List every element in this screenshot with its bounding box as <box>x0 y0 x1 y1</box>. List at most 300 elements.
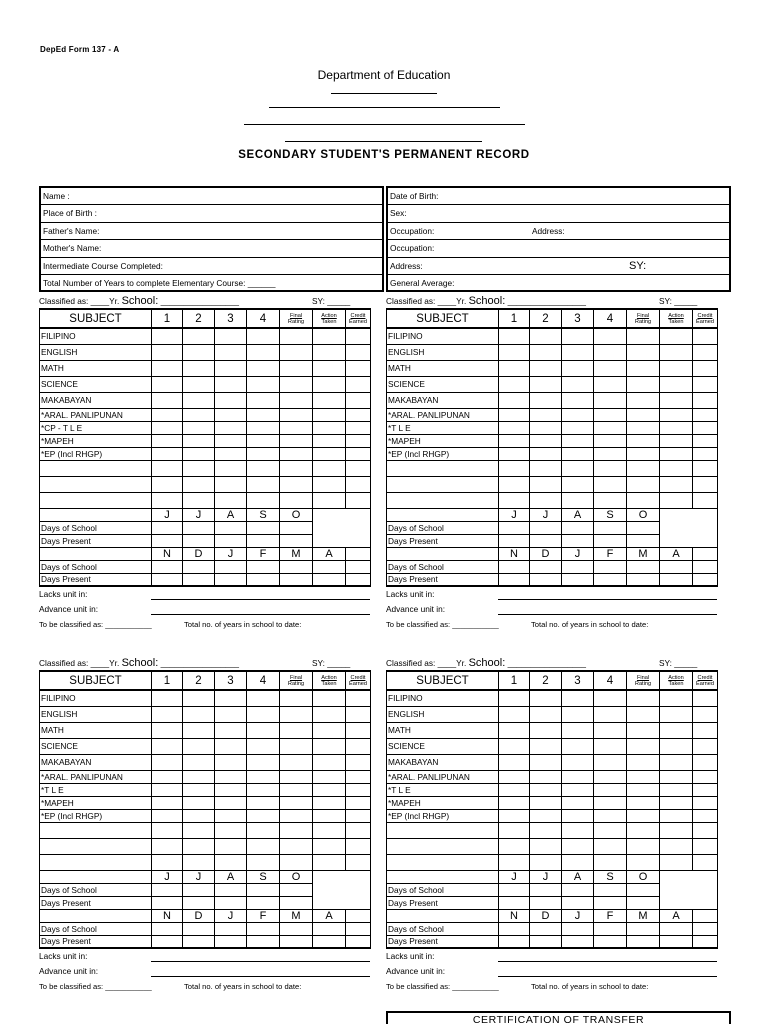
grade-cell[interactable] <box>627 770 660 783</box>
grade-cell[interactable] <box>693 376 718 392</box>
grade-cell[interactable] <box>346 690 371 706</box>
attendance-cell[interactable] <box>215 521 247 534</box>
grade-cell[interactable] <box>660 738 693 754</box>
attendance-cell[interactable] <box>346 560 371 573</box>
attendance-cell[interactable] <box>530 896 562 909</box>
attendance-cell[interactable] <box>627 883 660 896</box>
grade-cell[interactable] <box>693 722 718 738</box>
attendance-cell[interactable] <box>280 922 313 935</box>
attendance-cell[interactable] <box>499 896 530 909</box>
lacks-unit-fill-line[interactable] <box>151 961 370 962</box>
grade-cell[interactable] <box>215 376 247 392</box>
grade-cell[interactable] <box>594 854 627 870</box>
grade-cell[interactable] <box>215 854 247 870</box>
grade-cell[interactable] <box>247 796 280 809</box>
info-place-of-birth[interactable]: Place of Birth : <box>41 205 382 222</box>
subject-name-blank[interactable] <box>387 492 499 508</box>
attendance-cell[interactable] <box>346 922 371 935</box>
grade-cell[interactable] <box>594 738 627 754</box>
grade-cell[interactable] <box>215 809 247 822</box>
grade-cell[interactable] <box>627 722 660 738</box>
grade-cell[interactable] <box>499 854 530 870</box>
grade-cell[interactable] <box>693 854 718 870</box>
attendance-cell[interactable] <box>627 935 660 948</box>
grade-cell[interactable] <box>215 690 247 706</box>
attendance-cell[interactable] <box>152 560 183 573</box>
grade-cell[interactable] <box>183 434 215 447</box>
grade-cell[interactable] <box>183 492 215 508</box>
grade-cell[interactable] <box>693 706 718 722</box>
grade-cell[interactable] <box>594 447 627 460</box>
grade-cell[interactable] <box>660 770 693 783</box>
grade-cell[interactable] <box>152 754 183 770</box>
grade-cell[interactable] <box>346 738 371 754</box>
attendance-cell[interactable] <box>562 935 594 948</box>
grade-cell[interactable] <box>183 822 215 838</box>
grade-cell[interactable] <box>183 408 215 421</box>
attendance-cell[interactable] <box>215 534 247 547</box>
grade-cell[interactable] <box>183 392 215 408</box>
attendance-cell[interactable] <box>627 560 660 573</box>
grade-cell[interactable] <box>313 392 346 408</box>
grade-cell[interactable] <box>562 822 594 838</box>
attendance-cell[interactable] <box>499 521 530 534</box>
grade-cell[interactable] <box>562 392 594 408</box>
grade-cell[interactable] <box>660 854 693 870</box>
grade-cell[interactable] <box>183 421 215 434</box>
attendance-cell[interactable] <box>499 883 530 896</box>
grade-cell[interactable] <box>594 796 627 809</box>
grade-cell[interactable] <box>660 376 693 392</box>
grade-cell[interactable] <box>594 408 627 421</box>
grade-cell[interactable] <box>346 722 371 738</box>
subject-name-blank[interactable] <box>40 854 152 870</box>
grade-cell[interactable] <box>660 809 693 822</box>
grade-cell[interactable] <box>660 328 693 344</box>
attendance-cell[interactable] <box>313 560 346 573</box>
attendance-cell[interactable] <box>152 896 183 909</box>
grade-cell[interactable] <box>215 738 247 754</box>
grade-cell[interactable] <box>313 809 346 822</box>
grade-cell[interactable] <box>280 376 313 392</box>
grade-cell[interactable] <box>215 344 247 360</box>
grade-cell[interactable] <box>152 854 183 870</box>
attendance-cell[interactable] <box>183 935 215 948</box>
subject-name-blank[interactable] <box>387 838 499 854</box>
grade-cell[interactable] <box>693 809 718 822</box>
grade-cell[interactable] <box>530 328 562 344</box>
grade-cell[interactable] <box>660 344 693 360</box>
grade-cell[interactable] <box>313 344 346 360</box>
attendance-cell[interactable] <box>247 534 280 547</box>
grade-cell[interactable] <box>660 408 693 421</box>
grade-cell[interactable] <box>346 822 371 838</box>
grade-cell[interactable] <box>280 822 313 838</box>
grade-cell[interactable] <box>562 376 594 392</box>
attendance-cell[interactable] <box>530 935 562 948</box>
grade-cell[interactable] <box>627 447 660 460</box>
attendance-cell[interactable] <box>693 560 718 573</box>
subject-name-blank[interactable] <box>40 822 152 838</box>
grade-cell[interactable] <box>280 421 313 434</box>
grade-cell[interactable] <box>247 738 280 754</box>
grade-cell[interactable] <box>530 796 562 809</box>
grade-cell[interactable] <box>530 434 562 447</box>
info-father-occupation[interactable] <box>388 223 729 240</box>
grade-cell[interactable] <box>215 783 247 796</box>
attendance-cell[interactable] <box>215 560 247 573</box>
subject-name-blank[interactable] <box>387 854 499 870</box>
grade-cell[interactable] <box>627 476 660 492</box>
grade-cell[interactable] <box>152 690 183 706</box>
grade-cell[interactable] <box>660 796 693 809</box>
grade-cell[interactable] <box>346 809 371 822</box>
grade-cell[interactable] <box>152 706 183 722</box>
grade-cell[interactable] <box>660 360 693 376</box>
grade-cell[interactable] <box>247 476 280 492</box>
grade-cell[interactable] <box>152 421 183 434</box>
grade-cell[interactable] <box>499 822 530 838</box>
grade-cell[interactable] <box>693 434 718 447</box>
attendance-cell[interactable] <box>280 573 313 586</box>
grade-cell[interactable] <box>660 434 693 447</box>
grade-cell[interactable] <box>693 460 718 476</box>
grade-cell[interactable] <box>215 754 247 770</box>
grade-cell[interactable] <box>313 492 346 508</box>
grade-cell[interactable] <box>247 770 280 783</box>
grade-cell[interactable] <box>280 854 313 870</box>
grade-cell[interactable] <box>499 809 530 822</box>
grade-cell[interactable] <box>280 392 313 408</box>
grade-cell[interactable] <box>346 492 371 508</box>
grade-cell[interactable] <box>346 447 371 460</box>
grade-cell[interactable] <box>594 690 627 706</box>
grade-cell[interactable] <box>346 376 371 392</box>
grade-cell[interactable] <box>660 838 693 854</box>
grade-cell[interactable] <box>183 796 215 809</box>
grade-cell[interactable] <box>152 838 183 854</box>
grade-cell[interactable] <box>183 476 215 492</box>
attendance-cell[interactable] <box>530 534 562 547</box>
grade-cell[interactable] <box>346 344 371 360</box>
grade-cell[interactable] <box>530 421 562 434</box>
attendance-cell[interactable] <box>152 573 183 586</box>
grade-cell[interactable] <box>280 770 313 783</box>
grade-cell[interactable] <box>215 722 247 738</box>
info-father-name[interactable]: Father's Name: <box>41 223 382 240</box>
grade-cell[interactable] <box>313 421 346 434</box>
grade-cell[interactable] <box>499 460 530 476</box>
grade-cell[interactable] <box>562 408 594 421</box>
grade-cell[interactable] <box>499 447 530 460</box>
attendance-cell[interactable] <box>313 935 346 948</box>
attendance-cell[interactable] <box>152 883 183 896</box>
grade-cell[interactable] <box>215 796 247 809</box>
grade-cell[interactable] <box>247 421 280 434</box>
attendance-cell[interactable] <box>215 573 247 586</box>
info-date-of-birth[interactable]: Date of Birth: <box>388 188 729 205</box>
grade-cell[interactable] <box>530 360 562 376</box>
school-blank[interactable]: _________________ <box>160 658 240 668</box>
attendance-cell[interactable] <box>693 935 718 948</box>
attendance-cell[interactable] <box>247 573 280 586</box>
attendance-cell[interactable] <box>562 896 594 909</box>
grade-cell[interactable] <box>594 376 627 392</box>
grade-cell[interactable] <box>693 476 718 492</box>
grade-cell[interactable] <box>152 738 183 754</box>
grade-cell[interactable] <box>499 328 530 344</box>
grade-cell[interactable] <box>183 690 215 706</box>
attendance-cell[interactable] <box>152 521 183 534</box>
grade-cell[interactable] <box>499 344 530 360</box>
grade-cell[interactable] <box>313 476 346 492</box>
grade-cell[interactable] <box>499 408 530 421</box>
grade-cell[interactable] <box>280 344 313 360</box>
grade-cell[interactable] <box>660 460 693 476</box>
grade-cell[interactable] <box>247 328 280 344</box>
info-sex[interactable]: Sex: <box>388 205 729 222</box>
grade-cell[interactable] <box>627 738 660 754</box>
grade-cell[interactable] <box>499 796 530 809</box>
grade-cell[interactable] <box>693 822 718 838</box>
attendance-cell[interactable] <box>152 534 183 547</box>
grade-cell[interactable] <box>346 460 371 476</box>
attendance-cell[interactable] <box>183 534 215 547</box>
grade-cell[interactable] <box>183 344 215 360</box>
grade-cell[interactable] <box>152 328 183 344</box>
grade-cell[interactable] <box>594 770 627 783</box>
attendance-cell[interactable] <box>530 560 562 573</box>
attendance-cell[interactable] <box>594 883 627 896</box>
grade-cell[interactable] <box>499 376 530 392</box>
grade-cell[interactable] <box>530 492 562 508</box>
grade-cell[interactable] <box>247 838 280 854</box>
grade-cell[interactable] <box>183 754 215 770</box>
attendance-cell[interactable] <box>183 573 215 586</box>
grade-cell[interactable] <box>627 754 660 770</box>
grade-cell[interactable] <box>627 854 660 870</box>
attendance-cell[interactable] <box>627 573 660 586</box>
grade-cell[interactable] <box>280 783 313 796</box>
grade-cell[interactable] <box>215 408 247 421</box>
advance-unit-fill-line[interactable] <box>151 976 370 977</box>
grade-cell[interactable] <box>693 392 718 408</box>
attendance-cell[interactable] <box>280 560 313 573</box>
grade-cell[interactable] <box>215 447 247 460</box>
attendance-cell[interactable] <box>594 922 627 935</box>
attendance-cell[interactable] <box>280 521 313 534</box>
lacks-unit-fill-line[interactable] <box>498 961 717 962</box>
grade-cell[interactable] <box>499 434 530 447</box>
grade-cell[interactable] <box>313 376 346 392</box>
grade-cell[interactable] <box>594 460 627 476</box>
grade-cell[interactable] <box>247 447 280 460</box>
attendance-cell[interactable] <box>562 521 594 534</box>
grade-cell[interactable] <box>530 738 562 754</box>
attendance-cell[interactable] <box>660 560 693 573</box>
subject-name-blank[interactable] <box>40 492 152 508</box>
grade-cell[interactable] <box>499 754 530 770</box>
grade-cell[interactable] <box>280 408 313 421</box>
lacks-unit-fill-line[interactable] <box>498 599 717 600</box>
grade-cell[interactable] <box>530 447 562 460</box>
attendance-cell[interactable] <box>183 521 215 534</box>
attendance-cell[interactable] <box>499 935 530 948</box>
grade-cell[interactable] <box>530 854 562 870</box>
grade-cell[interactable] <box>346 854 371 870</box>
grade-cell[interactable] <box>499 392 530 408</box>
grade-cell[interactable] <box>499 360 530 376</box>
attendance-cell[interactable] <box>346 935 371 948</box>
grade-cell[interactable] <box>183 838 215 854</box>
grade-cell[interactable] <box>152 460 183 476</box>
grade-cell[interactable] <box>247 408 280 421</box>
grade-cell[interactable] <box>562 690 594 706</box>
subject-name-blank[interactable] <box>40 460 152 476</box>
grade-cell[interactable] <box>627 783 660 796</box>
grade-cell[interactable] <box>247 392 280 408</box>
attendance-cell[interactable] <box>562 560 594 573</box>
attendance-cell[interactable] <box>183 560 215 573</box>
grade-cell[interactable] <box>280 722 313 738</box>
grade-cell[interactable] <box>247 460 280 476</box>
grade-cell[interactable] <box>346 838 371 854</box>
grade-cell[interactable] <box>346 421 371 434</box>
grade-cell[interactable] <box>530 392 562 408</box>
grade-cell[interactable] <box>215 492 247 508</box>
attendance-cell[interactable] <box>562 883 594 896</box>
attendance-cell[interactable] <box>562 534 594 547</box>
attendance-cell[interactable] <box>183 896 215 909</box>
grade-cell[interactable] <box>280 434 313 447</box>
grade-cell[interactable] <box>215 476 247 492</box>
grade-cell[interactable] <box>499 690 530 706</box>
grade-cell[interactable] <box>693 738 718 754</box>
grade-cell[interactable] <box>594 476 627 492</box>
grade-cell[interactable] <box>499 421 530 434</box>
grade-cell[interactable] <box>280 838 313 854</box>
school-blank[interactable]: _________________ <box>507 658 587 668</box>
grade-cell[interactable] <box>562 706 594 722</box>
grade-cell[interactable] <box>594 392 627 408</box>
grade-cell[interactable] <box>183 360 215 376</box>
advance-unit-fill-line[interactable] <box>498 976 717 977</box>
attendance-cell[interactable] <box>594 573 627 586</box>
grade-cell[interactable] <box>693 796 718 809</box>
grade-cell[interactable] <box>346 796 371 809</box>
grade-cell[interactable] <box>499 706 530 722</box>
info-mother-occupation[interactable]: Occupation: <box>388 240 729 257</box>
subject-name-blank[interactable] <box>387 476 499 492</box>
grade-cell[interactable] <box>693 360 718 376</box>
attendance-cell[interactable] <box>562 573 594 586</box>
grade-cell[interactable] <box>313 706 346 722</box>
grade-cell[interactable] <box>562 783 594 796</box>
subject-name-blank[interactable] <box>40 838 152 854</box>
grade-cell[interactable] <box>152 770 183 783</box>
grade-cell[interactable] <box>660 783 693 796</box>
attendance-cell[interactable] <box>280 935 313 948</box>
grade-cell[interactable] <box>562 460 594 476</box>
advance-unit-fill-line[interactable] <box>498 614 717 615</box>
grade-cell[interactable] <box>499 783 530 796</box>
attendance-cell[interactable] <box>693 573 718 586</box>
grade-cell[interactable] <box>346 770 371 783</box>
grade-cell[interactable] <box>313 770 346 783</box>
grade-cell[interactable] <box>627 344 660 360</box>
grade-cell[interactable] <box>183 460 215 476</box>
grade-cell[interactable] <box>562 796 594 809</box>
grade-cell[interactable] <box>499 492 530 508</box>
grade-cell[interactable] <box>530 476 562 492</box>
grade-cell[interactable] <box>280 492 313 508</box>
grade-cell[interactable] <box>247 434 280 447</box>
attendance-cell[interactable] <box>152 935 183 948</box>
grade-cell[interactable] <box>346 360 371 376</box>
grade-cell[interactable] <box>693 690 718 706</box>
grade-cell[interactable] <box>313 434 346 447</box>
grade-cell[interactable] <box>280 690 313 706</box>
attendance-cell[interactable] <box>280 883 313 896</box>
grade-cell[interactable] <box>247 360 280 376</box>
grade-cell[interactable] <box>215 328 247 344</box>
info-name[interactable]: Name : <box>41 188 382 205</box>
grade-cell[interactable] <box>152 392 183 408</box>
grade-cell[interactable] <box>215 706 247 722</box>
grade-cell[interactable] <box>183 722 215 738</box>
grade-cell[interactable] <box>247 854 280 870</box>
grade-cell[interactable] <box>499 738 530 754</box>
grade-cell[interactable] <box>562 328 594 344</box>
subject-name-blank[interactable] <box>40 476 152 492</box>
attendance-cell[interactable] <box>247 883 280 896</box>
grade-cell[interactable] <box>594 328 627 344</box>
attendance-cell[interactable] <box>693 922 718 935</box>
grade-cell[interactable] <box>660 706 693 722</box>
grade-cell[interactable] <box>346 476 371 492</box>
grade-cell[interactable] <box>215 460 247 476</box>
attendance-cell[interactable] <box>346 573 371 586</box>
grade-cell[interactable] <box>594 754 627 770</box>
grade-cell[interactable] <box>693 408 718 421</box>
attendance-cell[interactable] <box>499 560 530 573</box>
grade-cell[interactable] <box>627 434 660 447</box>
grade-cell[interactable] <box>562 838 594 854</box>
grade-cell[interactable] <box>660 492 693 508</box>
grade-cell[interactable] <box>313 722 346 738</box>
grade-cell[interactable] <box>183 809 215 822</box>
attendance-cell[interactable] <box>594 534 627 547</box>
attendance-cell[interactable] <box>530 922 562 935</box>
grade-cell[interactable] <box>562 809 594 822</box>
grade-cell[interactable] <box>594 722 627 738</box>
attendance-cell[interactable] <box>562 922 594 935</box>
attendance-cell[interactable] <box>594 935 627 948</box>
grade-cell[interactable] <box>280 360 313 376</box>
grade-cell[interactable] <box>313 447 346 460</box>
attendance-cell[interactable] <box>627 922 660 935</box>
grade-cell[interactable] <box>562 344 594 360</box>
grade-cell[interactable] <box>247 783 280 796</box>
grade-cell[interactable] <box>693 783 718 796</box>
grade-cell[interactable] <box>152 783 183 796</box>
grade-cell[interactable] <box>562 754 594 770</box>
subject-name-blank[interactable] <box>387 822 499 838</box>
grade-cell[interactable] <box>660 722 693 738</box>
grade-cell[interactable] <box>530 838 562 854</box>
grade-cell[interactable] <box>594 434 627 447</box>
grade-cell[interactable] <box>313 822 346 838</box>
